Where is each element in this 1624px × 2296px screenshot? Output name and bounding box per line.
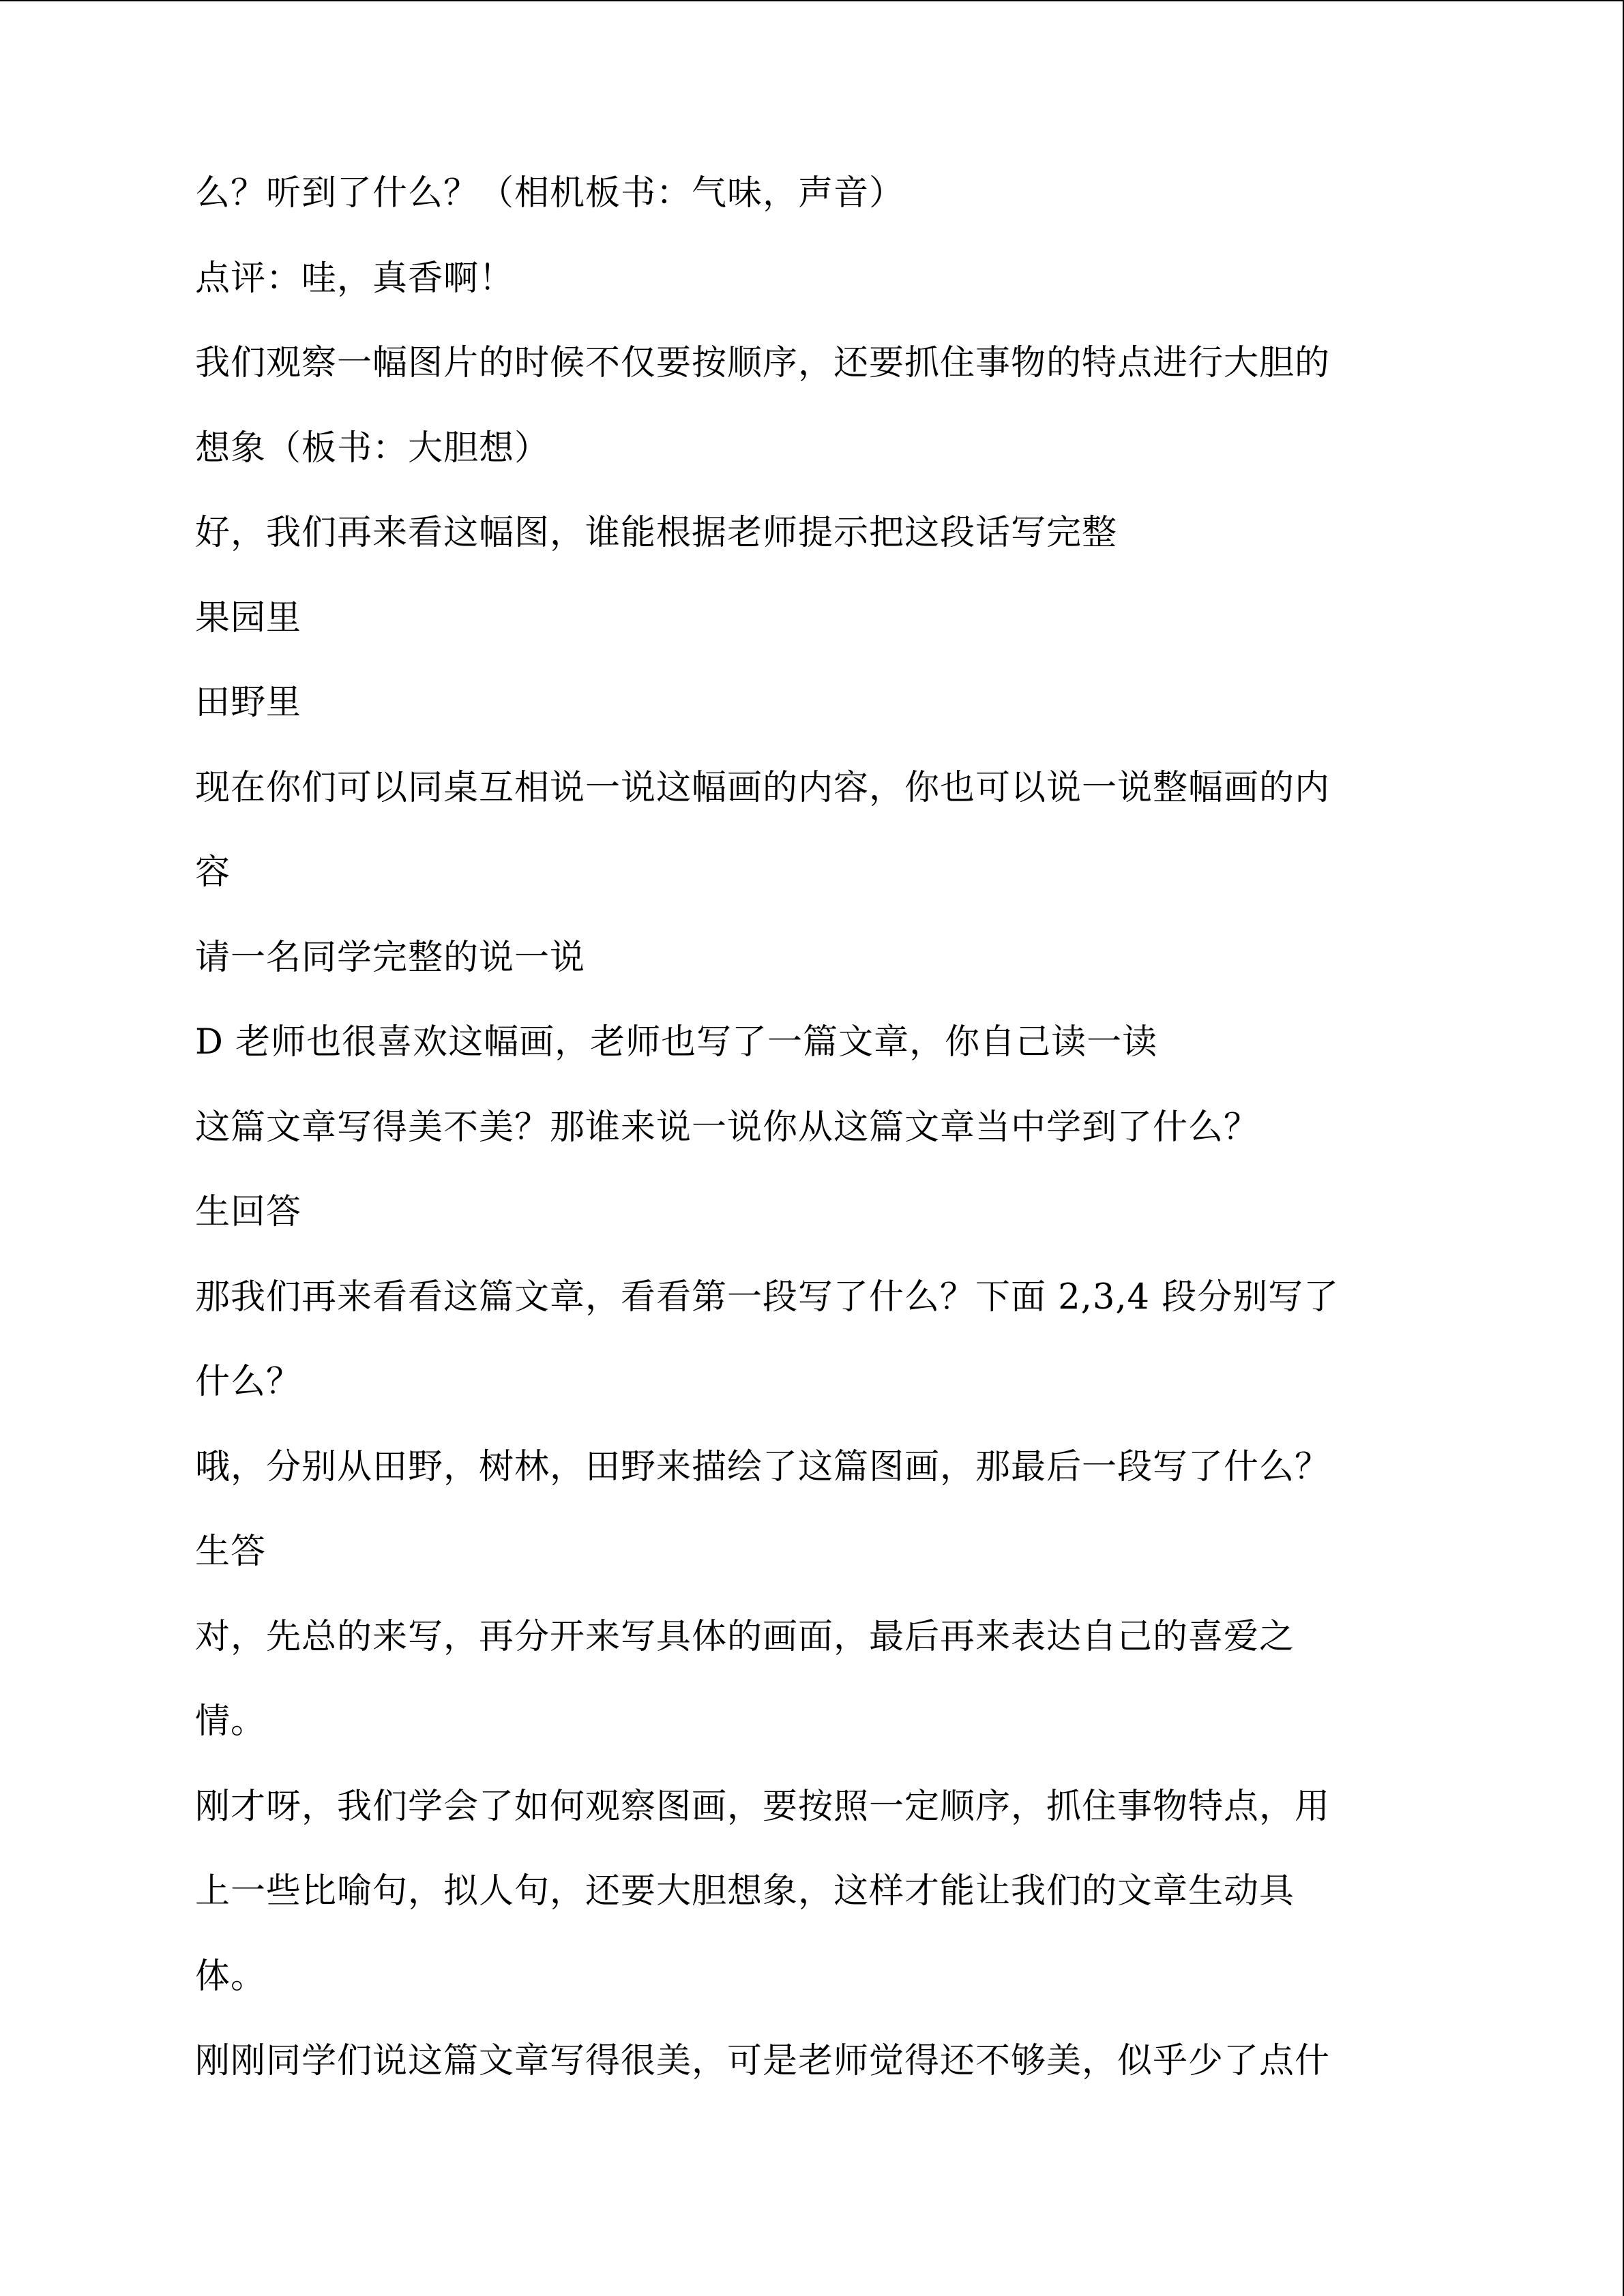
text-line: 刚才呀，我们学会了如何观察图画，要按照一定顺序，抓住事物特点，用 [195, 1786, 1331, 1827]
text-line: 生答 [195, 1532, 267, 1572]
text-line: 想象（板书：大胆想） [195, 428, 550, 468]
text-line: 哦，分别从田野，树林，田野来描绘了这篇图画，那最后一段写了什么？ [195, 1446, 1331, 1487]
text-line: 容 [195, 852, 231, 893]
text-line: 对，先总的来写，再分开来写具体的画面，最后再来表达自己的喜爱之 [195, 1616, 1295, 1657]
text-line: 生回答 [195, 1192, 302, 1232]
text-line: D 老师也很喜欢这幅画，老师也写了一篇文章，你自己读一读 [195, 1022, 1158, 1062]
document-body [195, 151, 1443, 2104]
text-line: 什么？ [195, 1362, 302, 1402]
text-line: 点评：哇，真香啊！ [195, 258, 515, 299]
text-line: 么？听到了什么？（相机板书：气味，声音） [195, 173, 905, 213]
text-line: 好，我们再来看这幅图，谁能根据老师提示把这段话写完整 [195, 513, 1118, 553]
text-line: 我们观察一幅图片的时候不仅要按顺序，还要抓住事物的特点进行大胆的 [195, 343, 1331, 383]
text-line: 上一些比喻句，拟人句，还要大胆想象，这样才能让我们的文章生动具 [195, 1871, 1295, 1911]
text-line: 果园里 [195, 597, 302, 638]
text-line: 这篇文章写得美不美？那谁来说一说你从这篇文章当中学到了什么？ [195, 1107, 1260, 1148]
text-line: 请一名同学完整的说一说 [195, 937, 586, 978]
text-line: 田野里 [195, 683, 302, 723]
text-line: 刚刚同学们说这篇文章写得很美，可是老师觉得还不够美，似乎少了点什 [195, 2041, 1331, 2081]
text-line: 情。 [195, 1701, 267, 1742]
text-line: 现在你们可以同桌互相说一说这幅画的内容，你也可以说一说整幅画的内 [195, 767, 1331, 808]
text-line: 那我们再来看看这篇文章，看看第一段写了什么？下面 2,3,4 段分别写了 [195, 1277, 1340, 1317]
text-line: 体。 [195, 1956, 267, 1997]
